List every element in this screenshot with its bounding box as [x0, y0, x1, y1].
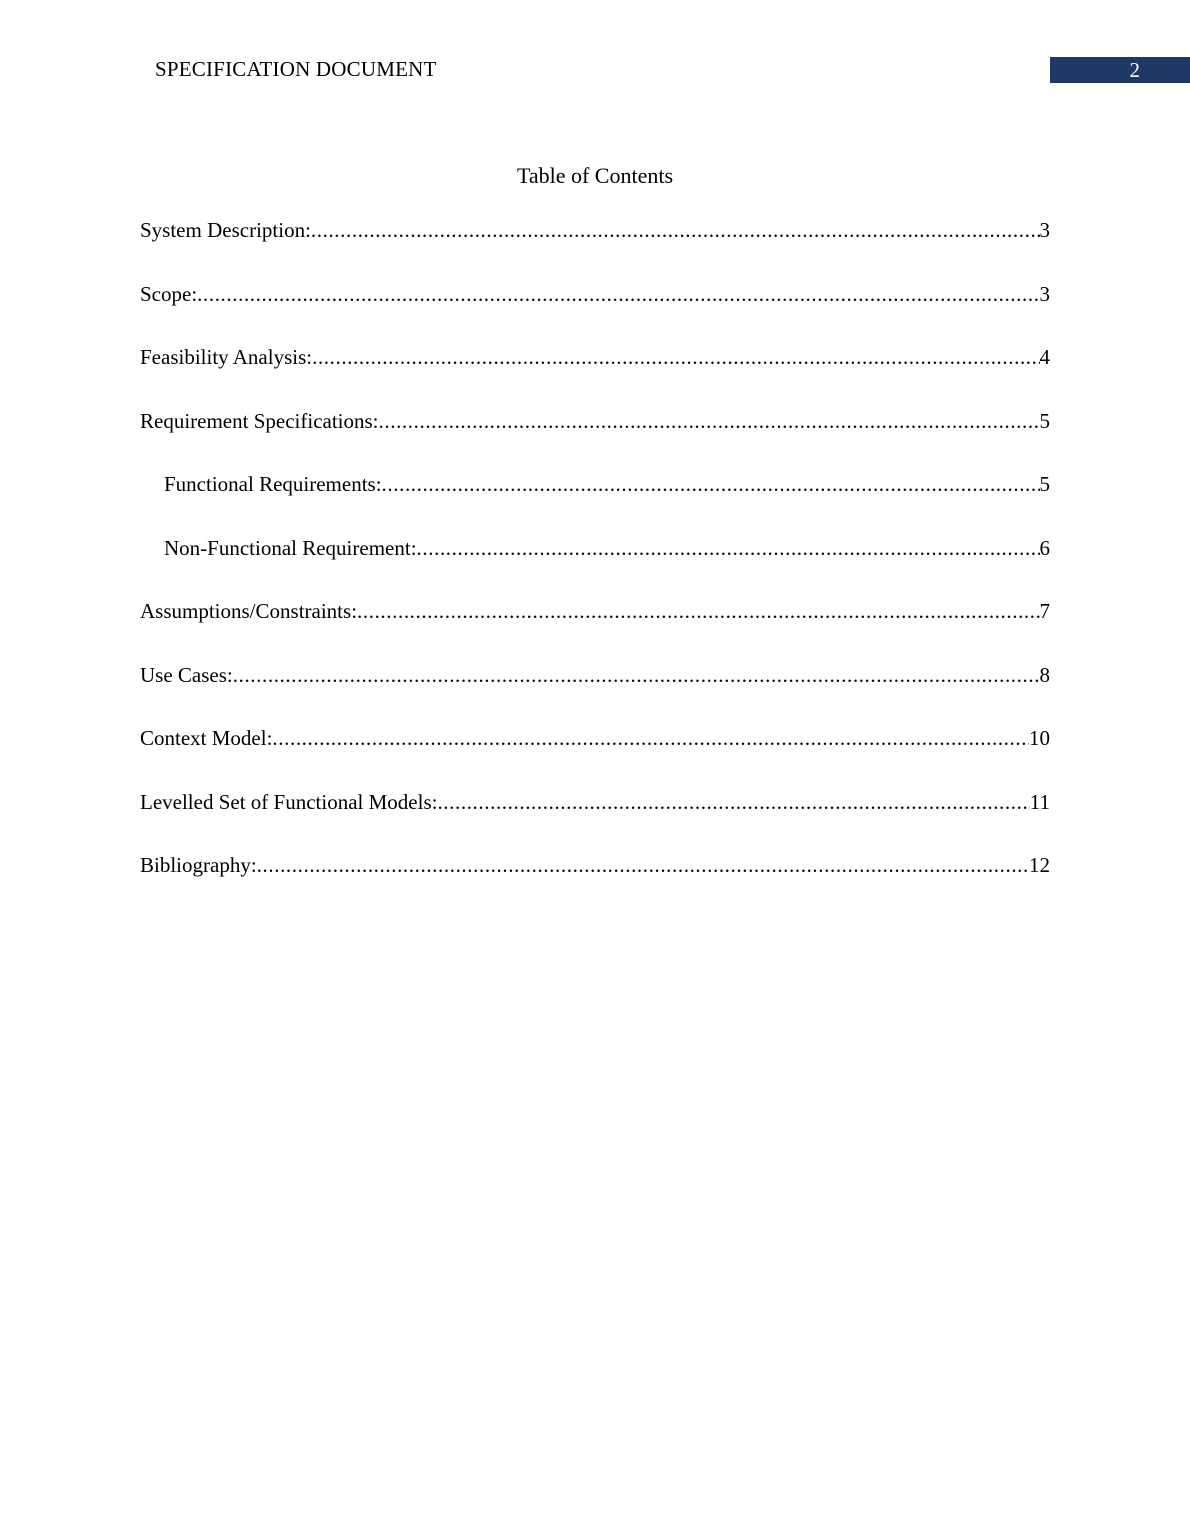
- toc-entry-label: Scope:: [140, 281, 198, 306]
- toc-entry-page: 3: [1039, 218, 1050, 242]
- toc-entry-functional-requirements[interactable]: [140, 468, 1050, 532]
- toc-entry-feasibility-analysis[interactable]: [140, 341, 1050, 405]
- toc-entry-system-description[interactable]: [140, 214, 1050, 278]
- toc-entry-page: 3: [1039, 281, 1050, 306]
- toc-entry-levelled-set-of-functional-models[interactable]: [140, 786, 1050, 850]
- toc-entry-context-model[interactable]: [140, 722, 1050, 786]
- toc-entry-assumptions-constraints[interactable]: [140, 595, 1050, 659]
- toc-entry-label: Levelled Set of Functional Models:: [140, 789, 438, 814]
- toc-entry-use-cases[interactable]: [140, 659, 1050, 723]
- toc-dot-leader: [197, 278, 1039, 310]
- toc-list: [140, 214, 1050, 913]
- toc-entry-label: Feasibility Analysis:: [140, 345, 313, 369]
- toc-entry-page: 4: [1039, 345, 1050, 369]
- toc-entry-label: Requirement Specifications:: [140, 408, 379, 433]
- running-head: SPECIFICATION DOCUMENT: [155, 57, 437, 81]
- toc-dot-leader: [357, 595, 1039, 627]
- toc-dot-leader: [312, 341, 1039, 373]
- toc-entry-page: 6: [1039, 535, 1050, 560]
- toc-entry-page: 10: [1029, 726, 1050, 750]
- toc-entry-scope[interactable]: [140, 278, 1050, 342]
- toc-dot-leader: [382, 468, 1040, 500]
- toc-entry-bibliography[interactable]: [140, 849, 1050, 913]
- toc-entry-requirement-specifications[interactable]: [140, 405, 1050, 469]
- toc-entry-label: Non-Functional Requirement:: [164, 535, 417, 560]
- toc-entry-label: Assumptions/Constraints:: [140, 599, 358, 623]
- toc-entry-label: Use Cases:: [140, 662, 233, 687]
- page-number-box: [1050, 57, 1190, 83]
- toc-entry-label: Bibliography:: [140, 853, 257, 877]
- toc-entry-label: Functional Requirements:: [164, 472, 382, 496]
- toc-title: Table of Contents: [516, 163, 674, 188]
- toc-dot-leader: [272, 722, 1029, 754]
- toc-dot-leader: [311, 214, 1040, 246]
- page-number: 2: [1129, 58, 1140, 82]
- toc-entry-non-functional-requirement[interactable]: [140, 532, 1050, 596]
- toc-dot-leader: [379, 405, 1040, 437]
- toc-dot-leader: [257, 849, 1029, 881]
- toc-dot-leader: [437, 786, 1029, 818]
- toc-entry-label: Context Model:: [140, 726, 273, 750]
- toc-entry-page: 11: [1029, 789, 1050, 814]
- toc-entry-page: 7: [1039, 599, 1050, 623]
- toc-dot-leader: [233, 659, 1040, 691]
- toc-entry-label: System Description:: [140, 218, 311, 242]
- toc-entry-page: 8: [1039, 662, 1050, 687]
- toc-entry-page: 5: [1039, 408, 1050, 433]
- toc-entry-page: 5: [1039, 472, 1050, 496]
- toc-entry-page: 12: [1029, 853, 1050, 877]
- toc-dot-leader: [417, 532, 1040, 564]
